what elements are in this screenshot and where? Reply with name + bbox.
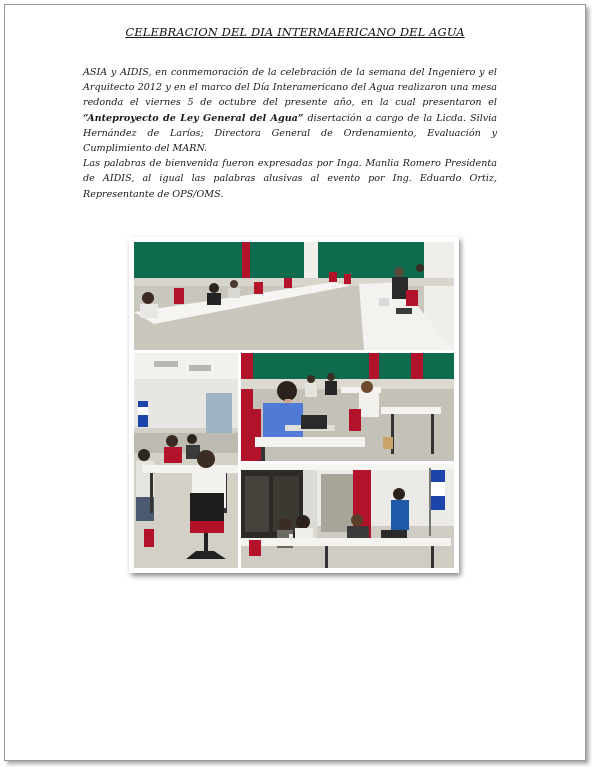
photo-man-at-laptop <box>241 353 454 461</box>
photo-speaker-with-flag <box>241 464 454 568</box>
paragraph-welcome-remarks: Las palabras de bienvenida fueron expresadas por Inga. Manlia Romero Presidenta de AIDIS, al igual las palabras alusivas al evento por Ing. Eduardo Ortiz, Representante de OPS/OMS. <box>83 158 497 200</box>
photo-collage <box>129 237 459 573</box>
page-title: CELEBRACION DEL DIA INTERMAERICANO DEL AGUA <box>125 25 465 39</box>
document-page <box>4 4 586 761</box>
photo-conference-room-overview <box>134 242 454 350</box>
paragraph-text-continued: disertación a cargo de la Licda. Silvia Hernández de Laríos; Directora General de Ordenamiento, Evaluación y Cumplimiento del MARN. <box>83 112 497 155</box>
photo-audience-left <box>134 353 238 568</box>
paragraph-event-description <box>83 65 497 156</box>
paragraph-text: ASIA y AIDIS, en conmemoración de la celebración de la semana del Ingeniero y el Arquitecto 2012 y en el marco del Día Interamericano del Agua realizaron una mesa redonda el viernes 5 de octubre del presente año, en la cual presentaron el <box>83 67 497 109</box>
article-body <box>83 65 497 202</box>
bill-name-emphasis: “Anteproyecto de Ley General del Agua” <box>83 112 304 124</box>
